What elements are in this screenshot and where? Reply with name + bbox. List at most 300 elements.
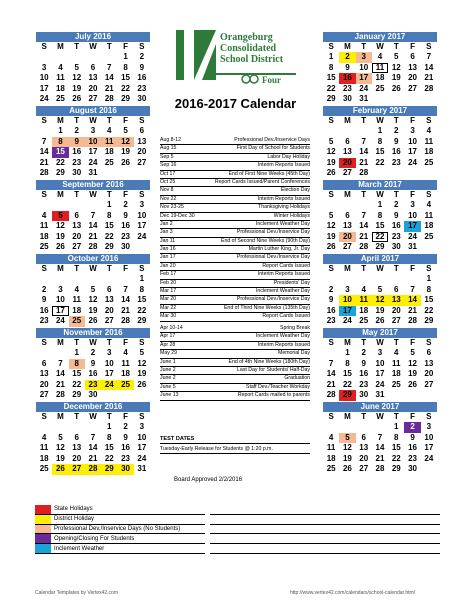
weekday-header	[36, 116, 150, 126]
day-cell: 15	[391, 443, 401, 452]
day-cell: 14	[39, 147, 49, 156]
event-row	[160, 271, 310, 279]
weekday-label: T	[106, 264, 112, 273]
day-cell: 12	[117, 137, 133, 148]
day-cell: 9	[90, 358, 96, 368]
day-cell: 8	[328, 62, 334, 72]
event-row	[160, 288, 310, 296]
weekday-header	[36, 338, 150, 348]
day-cell: 2	[41, 284, 47, 294]
week-row	[36, 443, 150, 454]
day-cell: 26	[391, 83, 401, 93]
event-row	[160, 246, 310, 254]
weekday-label: S	[139, 412, 145, 421]
event-row	[160, 154, 310, 162]
week-row	[36, 285, 150, 296]
district-name-line3: School District	[220, 54, 284, 65]
event-row	[160, 367, 310, 375]
events-list	[160, 137, 310, 401]
weekday-label: T	[361, 42, 367, 51]
day-cell: 13	[408, 62, 418, 72]
day-cell: 29	[104, 242, 114, 251]
day-cell: 18	[72, 305, 82, 315]
day-cell: 9	[41, 295, 47, 304]
day-cell: 15	[326, 73, 336, 82]
day-cell: 27	[137, 157, 147, 167]
weekday-label: S	[41, 264, 47, 273]
day-cell: 19	[408, 369, 418, 378]
event-label: End of Second Nine Weeks (90th Day)	[220, 237, 310, 244]
day-cell: 24	[359, 83, 369, 93]
weekday-label: W	[376, 190, 384, 199]
day-cell: 29	[121, 94, 131, 103]
day-cell	[388, 168, 404, 179]
day-cell: 22	[391, 453, 401, 463]
event-label: End of Third Nine Weeks (135th Day)	[223, 304, 310, 311]
event-date: Aug 8-12	[160, 137, 182, 143]
day-cell: 24	[39, 94, 49, 103]
day-cell: 16	[72, 147, 82, 156]
day-cell: 10	[359, 62, 369, 72]
weekday-label: S	[139, 42, 145, 51]
day-cell: 23	[85, 380, 101, 391]
weekday-label: M	[57, 412, 64, 421]
week-row	[323, 63, 437, 74]
day-cell: 6	[90, 62, 96, 72]
day-cell: 2	[123, 422, 128, 431]
day-cell: 31	[137, 464, 147, 473]
day-cell: 9	[69, 137, 85, 148]
day-cell: 3	[58, 284, 63, 294]
day-cell: 18	[391, 369, 401, 378]
day-cell: 30	[117, 464, 133, 475]
week-row	[323, 274, 437, 285]
day-cell: 17	[424, 443, 434, 452]
legend-item	[35, 544, 205, 554]
day-cell: 24	[375, 379, 385, 389]
event-row	[160, 145, 310, 153]
day-cell	[404, 274, 420, 285]
weekday-label: S	[426, 412, 432, 421]
day-cell: 22	[104, 231, 114, 241]
day-cell: 13	[72, 443, 82, 452]
day-cell: 25	[55, 94, 65, 103]
weekday-label: T	[393, 338, 399, 347]
weekday-label: S	[139, 116, 145, 125]
weekday-label: M	[344, 412, 351, 421]
day-cell	[339, 126, 355, 137]
day-cell: 13	[342, 147, 352, 156]
event-label: First Day of School for Students	[236, 145, 310, 152]
day-cell: 4	[361, 284, 366, 294]
week-row	[36, 221, 150, 232]
event-row	[160, 213, 310, 221]
week-row	[323, 454, 437, 465]
day-cell: 27	[72, 242, 82, 251]
day-cell: 16	[391, 221, 401, 230]
day-cell: 9	[123, 210, 128, 220]
day-cell: 19	[121, 147, 131, 156]
event-label: Thanksgiving Holidays	[258, 204, 310, 211]
weekday-label: W	[376, 264, 384, 273]
day-cell: 25	[391, 379, 401, 389]
day-cell: 17	[52, 306, 68, 317]
day-cell: 21	[375, 453, 385, 463]
day-cell: 25	[424, 231, 434, 241]
event-date: Mar 30	[160, 313, 177, 320]
month-title: February 2017	[323, 106, 437, 116]
day-cell: 6	[361, 432, 366, 442]
week-row	[323, 84, 437, 95]
day-cell: 28	[326, 390, 336, 399]
day-cell: 25	[104, 157, 114, 167]
event-date: Apr 10-14	[160, 325, 183, 332]
month-calendar	[323, 402, 437, 475]
day-cell: 3	[410, 126, 415, 135]
day-cell: 29	[339, 390, 355, 401]
weekday-label: S	[426, 42, 432, 51]
day-cell: 14	[88, 221, 98, 230]
event-label: Staff Dev./Teacher Workday	[245, 383, 310, 390]
month-calendar	[36, 402, 150, 475]
weekday-header	[323, 338, 437, 348]
day-cell: 31	[408, 242, 418, 251]
day-cell: 11	[121, 358, 130, 368]
day-cell: 15	[137, 295, 147, 304]
event-row	[160, 221, 310, 229]
day-cell: 12	[342, 443, 352, 452]
day-cell: 7	[107, 62, 112, 72]
event-label: End of First Nine Weeks (45th Day)	[228, 170, 310, 177]
day-cell: 27	[424, 379, 434, 389]
day-cell: 2	[139, 52, 145, 61]
district-name-line1: Orangeburg	[220, 32, 273, 43]
test-dates-heading: TEST DATES	[160, 436, 310, 444]
weekday-label: M	[344, 338, 351, 347]
footer-credit[interactable]: Calendar Templates by Vertex42.com	[35, 590, 119, 596]
day-cell: 11	[56, 73, 65, 82]
weekday-label: T	[106, 190, 112, 199]
day-cell: 23	[326, 316, 336, 325]
weekday-label: T	[393, 190, 399, 199]
week-row	[36, 84, 150, 95]
weekday-label: F	[410, 42, 415, 51]
day-cell	[421, 390, 437, 401]
day-cell	[421, 464, 437, 475]
day-cell: 22	[372, 232, 388, 243]
event-date: June 2	[160, 367, 176, 374]
week-row	[323, 433, 437, 444]
day-cell: 3	[345, 284, 350, 294]
day-cell: 2	[361, 348, 366, 357]
day-cell: 24	[408, 157, 418, 167]
day-cell: 22	[104, 453, 114, 463]
event-label: Last Day for Students/ Half-Day	[237, 367, 310, 374]
day-cell	[101, 52, 117, 63]
week-row	[36, 73, 150, 84]
day-cell: 3	[377, 348, 383, 357]
event-label: Election Day	[280, 187, 310, 194]
day-cell: 2	[328, 284, 334, 294]
weekday-label: W	[89, 116, 97, 125]
weekday-label: S	[328, 42, 334, 51]
weekday-header	[36, 42, 150, 52]
day-cell: 31	[375, 390, 385, 399]
weekday-label: F	[123, 264, 128, 273]
event-label: Professional Dev./Inservice Days	[234, 137, 310, 143]
week-row	[36, 63, 150, 74]
week-row	[36, 232, 150, 243]
event-label: Winter Holidays	[273, 212, 310, 219]
legend-swatch	[35, 505, 51, 514]
day-cell: 1	[58, 126, 63, 135]
day-cell: 23	[391, 231, 401, 241]
day-cell: 18	[375, 73, 385, 82]
day-cell: 14	[375, 443, 385, 452]
day-cell: 19	[72, 83, 82, 93]
day-cell: 24	[101, 380, 117, 391]
event-row	[160, 296, 310, 304]
day-cell: 25	[39, 242, 49, 251]
week-row	[36, 306, 150, 317]
day-cell: 21	[88, 231, 98, 241]
day-cell: 9	[394, 136, 399, 146]
day-cell: 1	[345, 348, 350, 357]
day-cell: 5	[394, 52, 399, 61]
day-cell: 29	[72, 390, 82, 399]
day-cell	[356, 126, 372, 137]
day-cell: 15	[52, 147, 68, 158]
event-date: Mar 17	[160, 288, 177, 295]
day-cell: 6	[345, 210, 350, 220]
day-cell: 30	[88, 390, 98, 399]
weekday-label: T	[361, 412, 367, 421]
day-cell: 8	[107, 210, 112, 220]
day-cell: 8	[139, 284, 145, 294]
day-cell: 10	[408, 210, 418, 220]
legend-item	[35, 515, 205, 525]
day-cell: 16	[88, 369, 98, 378]
weekday-label: S	[328, 412, 334, 421]
month-title: March 2017	[323, 180, 437, 190]
day-cell	[388, 94, 404, 105]
page-title: 2016-2017 Calendar	[174, 96, 297, 111]
day-cell: 16	[121, 221, 131, 230]
month-calendar	[323, 328, 437, 401]
event-label: Professional Dev./Inservice Day	[236, 229, 310, 236]
day-cell: 1	[107, 200, 112, 209]
day-cell: 15	[104, 443, 114, 452]
day-cell: 9	[139, 62, 145, 72]
weekday-label: W	[89, 42, 97, 51]
weekday-label: T	[361, 264, 367, 273]
event-row	[160, 305, 310, 313]
day-cell: 26	[55, 242, 65, 251]
day-cell: 7	[41, 136, 47, 146]
day-cell: 16	[121, 443, 131, 452]
weekday-label: S	[139, 190, 145, 199]
legend-swatch	[35, 515, 51, 524]
board-approved: Board Approved 2/2/2016	[174, 477, 243, 483]
week-row	[36, 422, 150, 433]
event-date: Sep 16	[160, 162, 177, 169]
day-cell: 11	[372, 63, 388, 74]
day-cell: 1	[426, 274, 432, 283]
legend-item	[35, 525, 205, 535]
weekday-label: S	[41, 190, 47, 199]
day-cell: 15	[375, 147, 385, 156]
weekday-header	[323, 264, 437, 274]
weekday-header	[36, 190, 150, 200]
day-cell	[52, 200, 68, 211]
day-cell: 2	[394, 200, 399, 209]
day-cell: 29	[55, 168, 65, 177]
weekday-label: T	[106, 42, 112, 51]
week-row	[36, 158, 150, 169]
day-cell: 27	[39, 390, 49, 399]
day-cell: 25	[326, 464, 336, 473]
weekday-label: T	[393, 42, 399, 51]
day-cell: 13	[39, 369, 49, 378]
day-cell	[117, 168, 133, 179]
event-date: Mar 20	[160, 296, 177, 303]
day-cell: 20	[88, 83, 98, 93]
day-cell	[356, 274, 372, 285]
month-calendar	[323, 106, 437, 179]
day-cell: 22	[121, 83, 131, 93]
month-title: July 2016	[36, 32, 150, 42]
weekday-label: F	[410, 338, 415, 347]
event-row	[160, 196, 310, 204]
event-date: Oct 17	[160, 170, 176, 177]
event-date: Apr 17	[160, 333, 176, 340]
event-label: Interim Reports Issued	[257, 162, 310, 169]
event-row	[160, 350, 310, 358]
week-row	[323, 285, 437, 296]
weekday-label: F	[410, 412, 415, 421]
day-cell: 5	[139, 348, 145, 357]
weekday-label: M	[344, 264, 351, 273]
day-cell: 12	[137, 358, 147, 368]
day-cell: 20	[137, 147, 147, 156]
weekday-label: F	[410, 190, 415, 199]
month-title: January 2017	[323, 32, 437, 42]
week-row	[323, 52, 437, 63]
day-cell	[339, 200, 355, 211]
day-cell: 7	[426, 52, 432, 61]
weekday-label: T	[393, 264, 399, 273]
day-cell: 30	[391, 242, 401, 251]
week-row	[36, 211, 150, 222]
legend-item	[35, 534, 205, 544]
day-cell: 15	[104, 221, 114, 230]
day-cell: 28	[359, 242, 369, 251]
day-cell: 14	[326, 369, 336, 378]
footer-url[interactable]: http://www.vertex42.com/calendars/school-calendar.html	[290, 590, 415, 596]
day-cell: 18	[359, 305, 369, 315]
day-cell: 6	[41, 358, 47, 368]
day-cell: 3	[356, 52, 372, 63]
weekday-label: T	[74, 412, 80, 421]
week-row	[323, 158, 437, 169]
day-cell	[404, 168, 420, 179]
day-cell: 17	[339, 306, 355, 317]
day-cell: 16	[339, 73, 355, 84]
day-cell: 9	[410, 432, 415, 442]
day-cell: 2	[123, 200, 128, 209]
day-cell: 16	[39, 305, 49, 315]
day-cell: 18	[39, 453, 49, 463]
day-cell	[323, 200, 339, 211]
day-cell	[52, 274, 68, 285]
day-cell: 13	[88, 73, 98, 82]
weekday-label: M	[344, 42, 351, 51]
day-cell	[85, 274, 101, 285]
day-cell: 20	[339, 232, 355, 243]
day-cell: 29	[391, 464, 401, 473]
weekday-label: M	[344, 116, 351, 125]
day-cell: 6	[74, 432, 79, 442]
day-cell: 7	[123, 284, 128, 294]
event-label: End of 4th Nine Weeks (180th Day)	[228, 358, 310, 365]
day-cell: 11	[424, 136, 434, 146]
week-row	[36, 316, 150, 327]
week-row	[36, 274, 150, 285]
day-cell: 21	[326, 379, 336, 389]
week-row	[323, 232, 437, 243]
day-cell: 12	[326, 221, 336, 230]
weekday-label: F	[123, 42, 128, 51]
event-date: Nov 22	[160, 195, 177, 202]
day-cell: 27	[69, 464, 85, 475]
day-cell: 5	[90, 284, 96, 294]
day-cell: 17	[375, 369, 385, 378]
day-cell: 12	[55, 221, 65, 230]
day-cell: 21	[55, 379, 65, 389]
day-cell: 10	[424, 432, 434, 442]
weekday-label: S	[328, 338, 334, 347]
day-cell: 12	[88, 295, 98, 304]
week-row	[36, 126, 150, 137]
weekday-label: S	[139, 338, 145, 347]
week-row	[323, 359, 437, 370]
week-row	[36, 359, 150, 370]
week-row	[36, 454, 150, 465]
weekday-label: M	[57, 338, 64, 347]
week-row	[36, 168, 150, 179]
day-cell: 19	[88, 305, 98, 315]
day-cell: 27	[359, 464, 369, 473]
day-cell: 2	[404, 422, 420, 433]
day-cell: 18	[326, 453, 336, 463]
day-cell: 20	[408, 73, 418, 82]
week-row	[323, 369, 437, 380]
event-date: Jan 11	[160, 237, 176, 244]
day-cell: 4	[394, 348, 399, 357]
weekday-label: M	[57, 264, 64, 273]
day-cell: 8	[377, 210, 383, 220]
day-cell: 11	[39, 443, 49, 452]
event-date: Jan 16	[160, 246, 176, 253]
day-cell: 30	[342, 94, 352, 103]
day-cell: 6	[394, 284, 399, 294]
weekday-label: S	[328, 116, 334, 125]
weekday-label: T	[393, 412, 399, 421]
day-cell: 15	[375, 221, 385, 230]
weekday-label: T	[361, 116, 367, 125]
day-cell: 20	[72, 453, 82, 463]
day-cell: 25	[359, 316, 369, 325]
